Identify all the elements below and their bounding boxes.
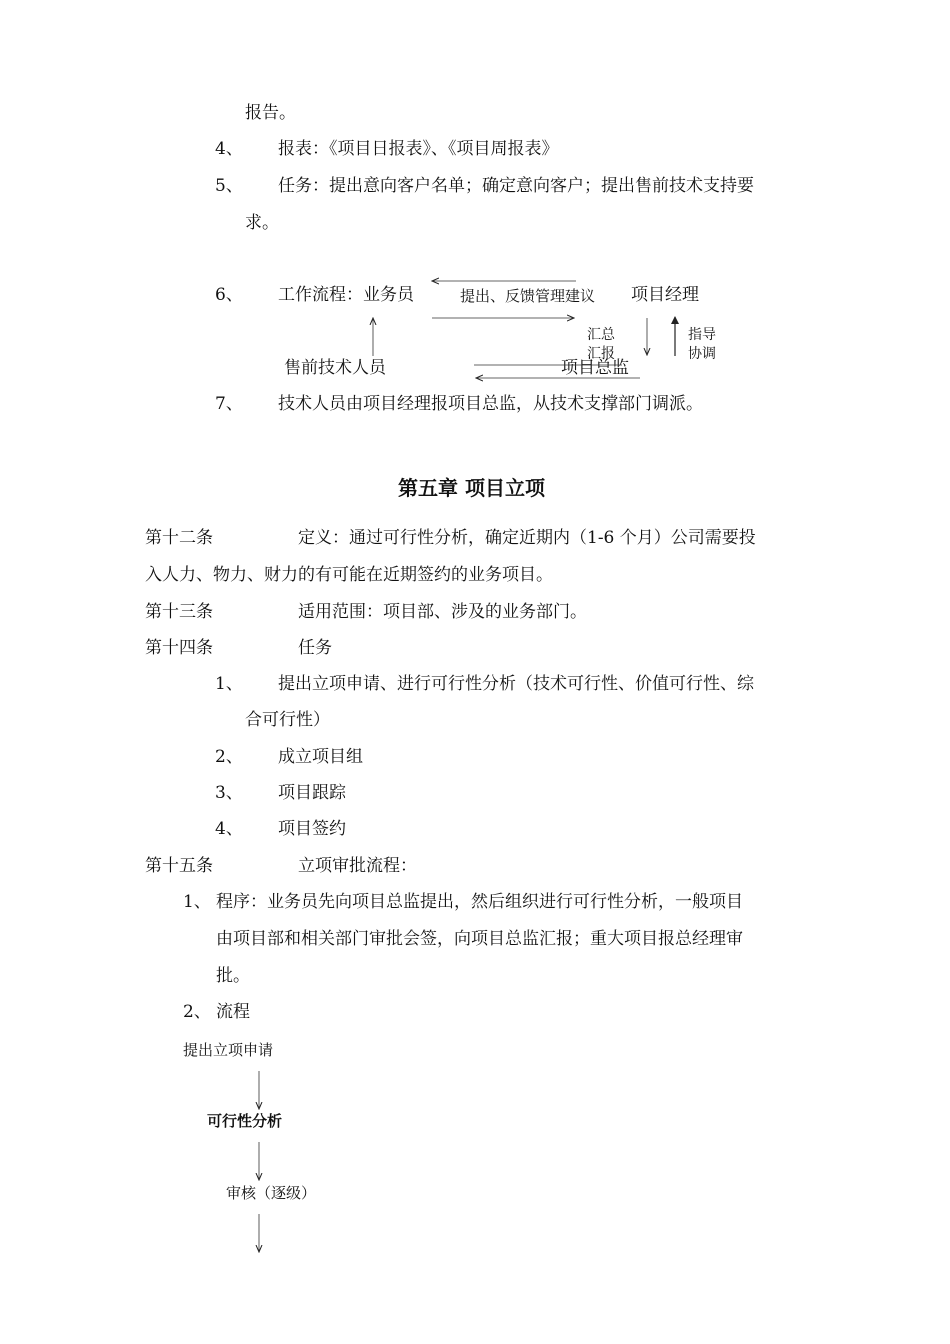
article-12-text: 定义：通过可行性分析，确定近期内（1-6 个月）公司需要投: [298, 528, 756, 548]
item-7-number: 7、: [215, 394, 243, 414]
flowchart-step-feasibility: 可行性分析: [207, 1112, 283, 1130]
article-14-label: 第十四条: [145, 638, 213, 658]
article-15-label: 第十五条: [145, 856, 213, 876]
task-1-continuation: 合可行性）: [245, 710, 330, 730]
task-2-text: 成立项目组: [278, 747, 363, 767]
item-6-label: 工作流程：业务员: [278, 285, 414, 305]
article-13-text: 适用范围：项目部、涉及的业务部门。: [298, 602, 587, 622]
article-12-continuation: 入人力、物力、财力的有可能在近期签约的业务项目。: [145, 565, 553, 585]
article-12-label: 第十二条: [145, 528, 213, 548]
flow-heading-number: 2、: [183, 1002, 211, 1022]
task-4-text: 项目签约: [278, 819, 346, 839]
procedure-continuation-1: 由项目部和相关部门审批会签，向项目总监汇报；重大项目报总经理审: [216, 929, 743, 949]
task-3-text: 项目跟踪: [278, 783, 346, 803]
article-15-text: 立项审批流程：: [298, 856, 417, 876]
article-13-label: 第十三条: [145, 602, 213, 622]
flow-summary-2: 汇报: [587, 346, 615, 362]
item-5-number: 5、: [215, 176, 243, 196]
task-1-text: 提出立项申请、进行可行性分析（技术可行性、价值可行性、综: [278, 674, 754, 694]
report-end-line: 报告。: [245, 103, 296, 123]
flow-summary-1: 汇总: [587, 327, 615, 343]
flow-project-director: 项目总监: [561, 358, 629, 378]
flow-guide-2: 协调: [688, 346, 716, 362]
procedure-number: 1、: [183, 892, 211, 912]
chapter-title: 第五章 项目立项: [398, 476, 545, 500]
flow-presales-staff: 售前技术人员: [284, 358, 386, 378]
procedure-continuation-2: 批。: [216, 966, 250, 986]
task-4-number: 4、: [215, 819, 243, 839]
task-2-number: 2、: [215, 747, 243, 767]
procedure-text: 程序：业务员先向项目总监提出，然后组织进行可行性分析，一般项目: [216, 892, 743, 912]
item-4-number: 4、: [215, 139, 243, 159]
flow-heading-text: 流程: [216, 1002, 250, 1022]
flow-mid-label: 提出、反馈管理建议: [460, 287, 596, 305]
item-7-text: 技术人员由项目经理报项目总监，从技术支撑部门调派。: [278, 394, 703, 414]
item-5-continuation: 求。: [245, 213, 279, 233]
flow-guide-1: 指导: [688, 327, 716, 343]
item-6-number: 6、: [215, 285, 243, 305]
task-3-number: 3、: [215, 783, 243, 803]
item-5-text: 任务：提出意向客户名单；确定意向客户；提出售前技术支持要: [278, 176, 754, 196]
task-1-number: 1、: [215, 674, 243, 694]
flow-project-manager: 项目经理: [631, 285, 699, 305]
flowchart-step-apply: 提出立项申请: [183, 1041, 274, 1059]
flowchart-step-review: 审核（逐级）: [226, 1184, 317, 1202]
article-14-text: 任务: [298, 638, 332, 658]
item-4-text: 报表：《项目日报表》、《项目周报表》: [278, 139, 559, 159]
